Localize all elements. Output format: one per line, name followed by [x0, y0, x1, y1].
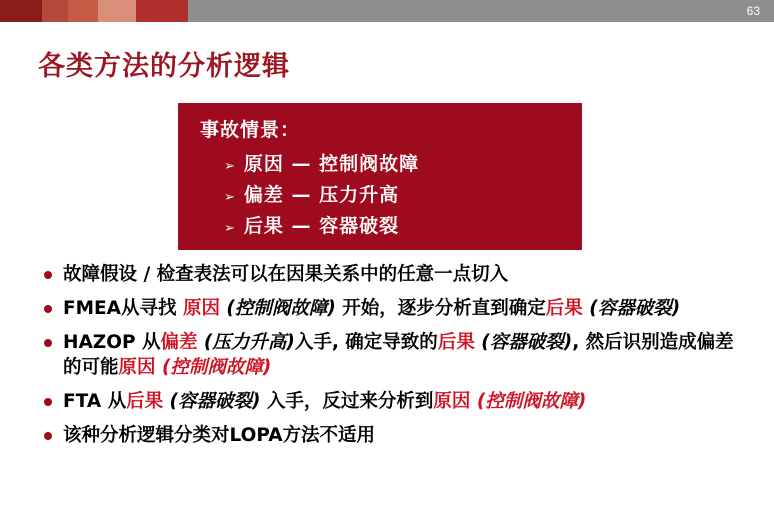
bullet-text: 故障假设 / 检查表法可以在因果关系中的任意一点切入: [63, 264, 509, 285]
topbar-segment-4: [98, 0, 136, 22]
callout-title: 事故情景：: [200, 119, 301, 141]
topbar-segment-2: [42, 0, 68, 22]
callout-item-label: 原因 — 控制阀故障: [243, 153, 420, 175]
list-item: [44, 262, 744, 287]
page-number: 63: [746, 4, 760, 18]
bullet-text: FTA 从后果 (容器破裂) 入手，反过来分析到原因 (控制阀故障): [63, 391, 587, 412]
list-item: [44, 389, 744, 414]
arrow-bullet-icon: ➢: [224, 221, 236, 236]
topbar-segment-3: [68, 0, 98, 22]
page-title: 各类方法的分析逻辑: [38, 51, 290, 82]
bullet-dot-icon: [44, 432, 52, 440]
callout-item-deviation: [224, 180, 564, 207]
list-item: [44, 423, 744, 448]
bullet-dot-icon: [44, 271, 52, 279]
callout-item-cause: [224, 149, 564, 176]
arrow-bullet-icon: ➢: [224, 159, 236, 174]
topbar-segment-5: [136, 0, 188, 22]
scenario-callout-box: [178, 103, 582, 250]
bullet-dot-icon: [44, 305, 52, 313]
list-item: [44, 296, 744, 321]
arrow-bullet-icon: ➢: [224, 190, 236, 205]
bullet-text: 该种分析逻辑分类对LOPA方法不适用: [63, 425, 376, 446]
list-item: [44, 330, 744, 380]
callout-item-label: 后果 — 容器破裂: [243, 215, 400, 237]
decorative-top-bar: [0, 0, 774, 22]
topbar-segment-1: [0, 0, 42, 22]
bullet-text: FMEA从寻找 原因 (控制阀故障) 开始，逐步分析直到确定后果 (容器破裂): [63, 298, 681, 319]
bullet-text: HAZOP 从偏差 (压力升高)入手, 确定导致的后果 (容器破裂), 然后识别造成偏差的可能原因 (控制阀故障): [63, 332, 734, 378]
bullet-dot-icon: [44, 398, 52, 406]
topbar-segment-6: [188, 0, 774, 22]
bullet-list: [44, 262, 744, 457]
callout-item-label: 偏差 — 压力升高: [243, 184, 400, 206]
bullet-dot-icon: [44, 339, 52, 347]
callout-item-consequence: [224, 211, 564, 238]
